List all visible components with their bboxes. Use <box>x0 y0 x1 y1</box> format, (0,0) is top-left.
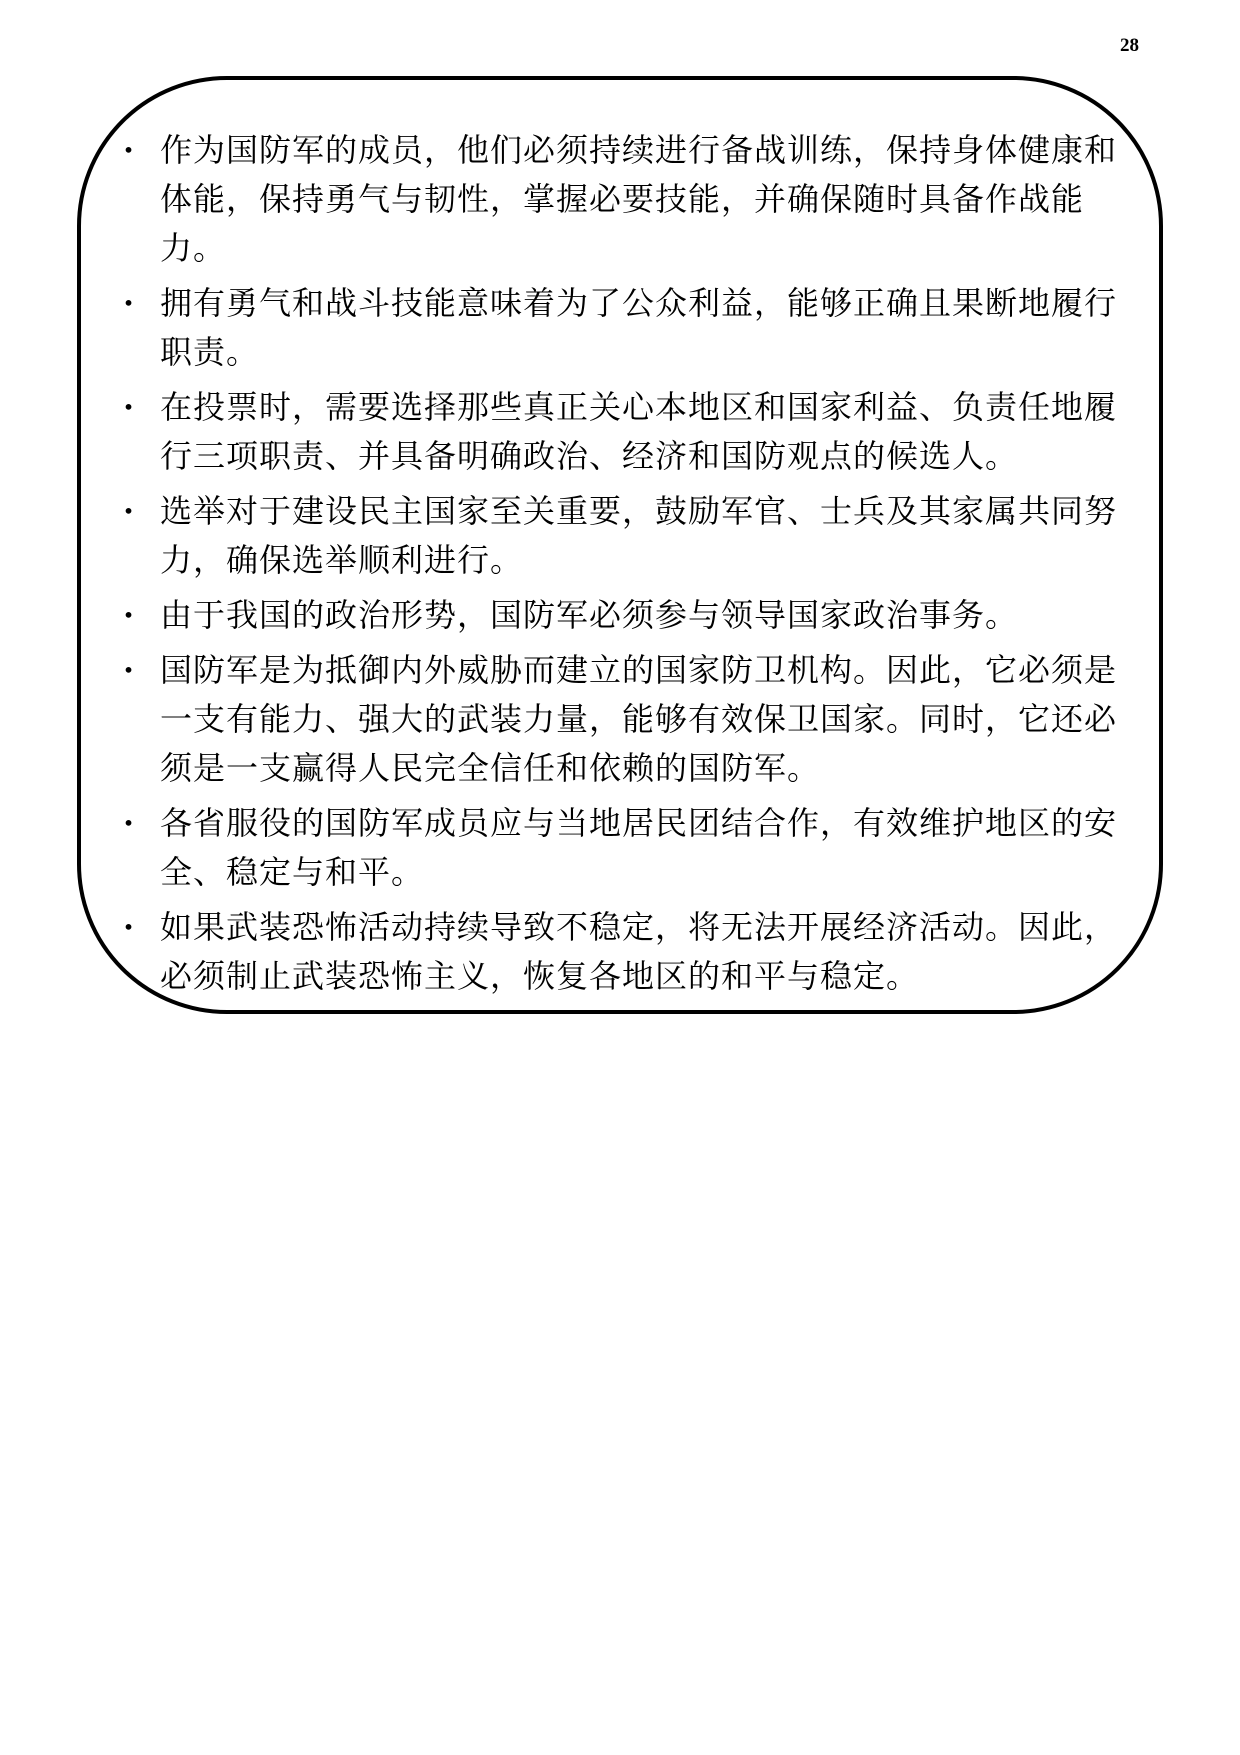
list-item-text: 如果武装恐怖活动持续导致不稳定，将无法开展经济活动。因此，必须制止武装恐怖主义，恢复各地区的和平与稳定。 <box>160 908 1118 995</box>
bullet-icon: • <box>122 138 136 162</box>
list-item <box>122 903 1122 1001</box>
list-item-text: 各省服役的国防军成员应与当地居民团结合作，有效维护地区的安全、稳定与和平。 <box>160 804 1118 891</box>
bullet-icon: • <box>122 811 136 835</box>
bullet-icon: • <box>122 915 136 939</box>
list-item <box>122 646 1122 793</box>
list-item <box>122 799 1122 897</box>
page-number: 28 <box>1120 35 1139 56</box>
list-item-text: 由于我国的政治形势，国防军必须参与领导国家政治事务。 <box>160 596 1019 634</box>
list-item-text: 国防军是为抵御内外威胁而建立的国家防卫机构。因此，它必须是一支有能力、强大的武装力量，能够有效保卫国家。同时，它还必须是一支赢得人民完全信任和依赖的国防军。 <box>160 651 1118 787</box>
list-item <box>122 126 1122 273</box>
list-item <box>122 383 1122 481</box>
list-item-text: 作为国防军的成员，他们必须持续进行备战训练，保持身体健康和体能，保持勇气与韧性，掌握必要技能，并确保随时具备作战能力。 <box>160 131 1118 267</box>
bullet-icon: • <box>122 499 136 523</box>
list-item <box>122 487 1122 585</box>
bullet-icon: • <box>122 395 136 419</box>
bullet-icon: • <box>122 291 136 315</box>
list-item <box>122 591 1122 640</box>
list-item-text: 选举对于建设民主国家至关重要，鼓励军官、士兵及其家属共同努力，确保选举顺利进行。 <box>160 492 1118 579</box>
list-item-text: 在投票时，需要选择那些真正关心本地区和国家利益、负责任地履行三项职责、并具备明确政治、经济和国防观点的候选人。 <box>160 388 1118 475</box>
list-item-text: 拥有勇气和战斗技能意味着为了公众利益，能够正确且果断地履行职责。 <box>160 284 1118 371</box>
list-item <box>122 279 1122 377</box>
bullet-list <box>122 126 1122 1007</box>
bullet-icon: • <box>122 603 136 627</box>
bullet-icon: • <box>122 658 136 682</box>
